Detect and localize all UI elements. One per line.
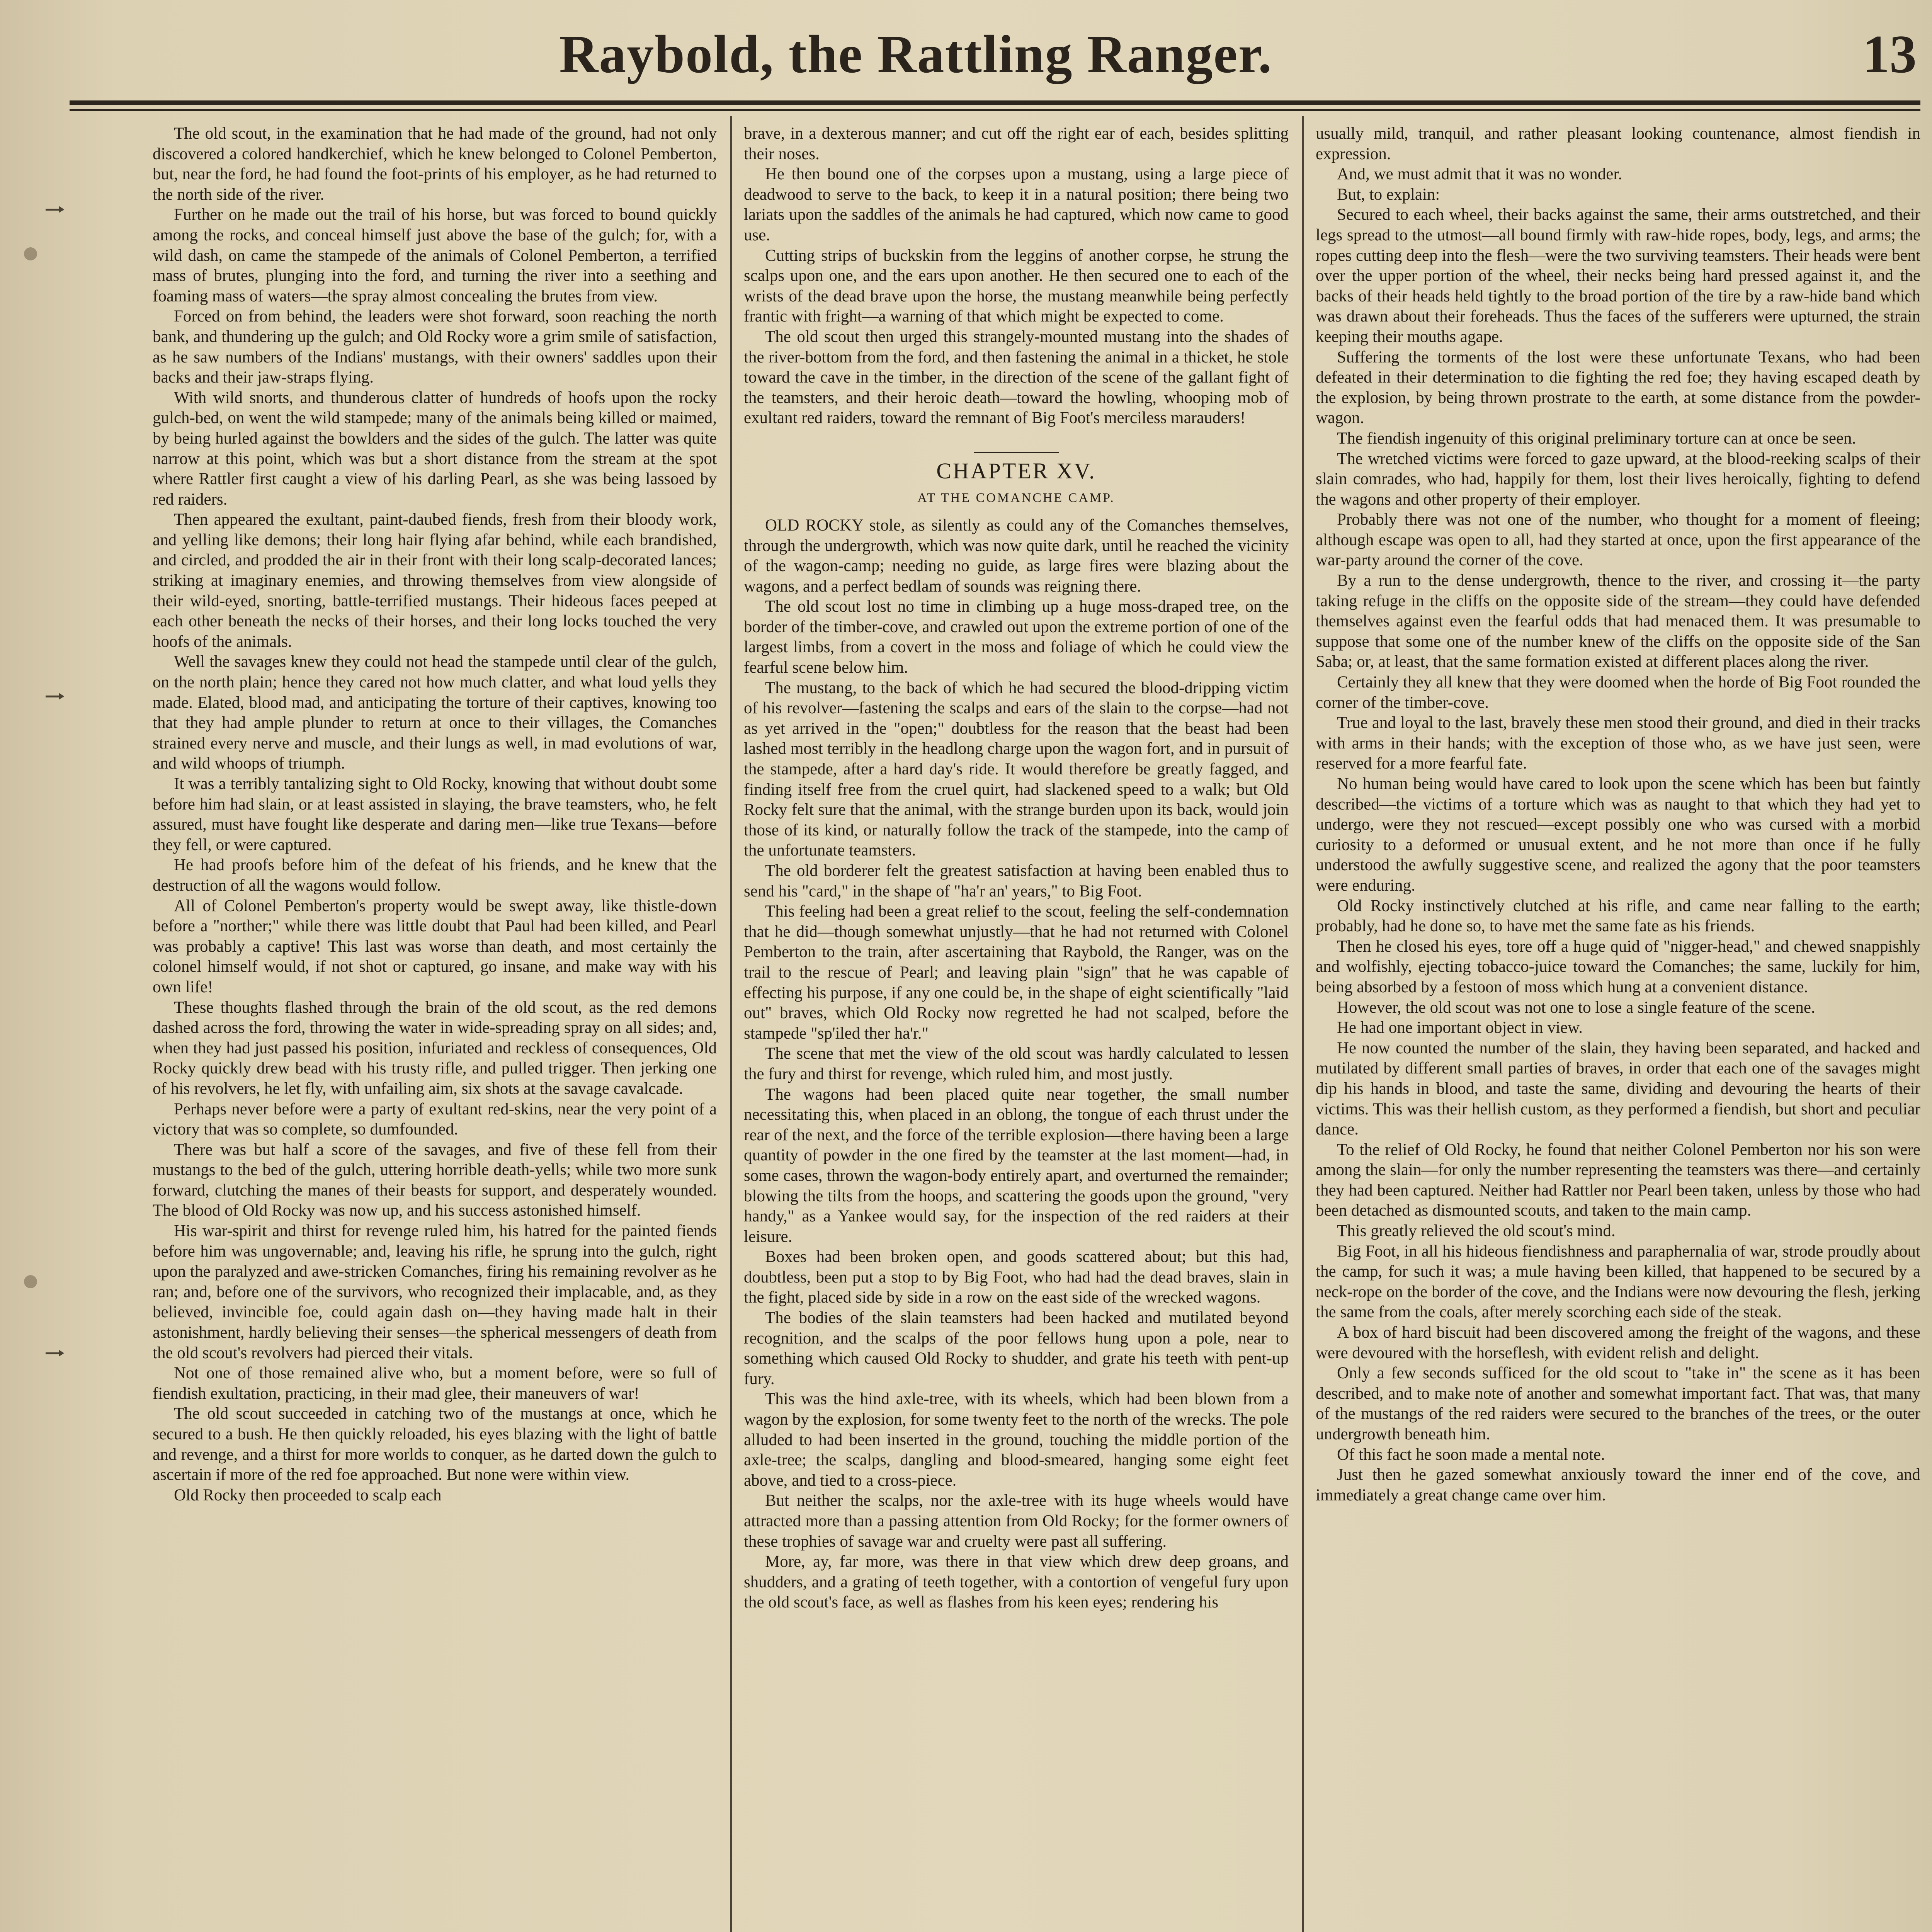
paragraph: But, to explain:: [1337, 185, 1440, 204]
paragraph: And, we must admit that it was no wonder.: [1337, 165, 1622, 184]
column-divider: [1302, 116, 1304, 1932]
paragraph: True and loyal to the last, bravely these men stood their ground, and died in their tracks with arms in their hands; with the exception of those who, as we have just seen, were reserved for a more fearful fate.: [1316, 714, 1920, 773]
paragraph: The old scout then urged this strangely-mounted mustang into the shades of the river-bottom from the ford, and then fastening the animal in a thicket, he stole toward the cave in the timber, in the direction of the scene of the gallant fight of the teamsters, and their heroic death—toward the howling, whooping mob of exultant red raiders, toward the remnant of Big Foot's merciless marauders!: [744, 327, 1289, 427]
paragraph: OLD ROCKY stole, as silently as could any of the Comanches themselves, through the undergrowth, which was now quite dark, until he reached the vicinity of the wagon-camp; needing no guide, as large fires were blazing about the wagons, and a perfect bedlam of sounds was reigning there.: [744, 516, 1289, 595]
column-divider: [730, 116, 732, 1932]
chapter-heading: [744, 452, 1289, 508]
paragraph: He had proofs before him of the defeat of his friends, and he knew that the destruction of all the wagons would follow.: [153, 856, 717, 895]
paragraph: Not one of those remained alive who, but a moment before, were so full of fiendish exultation, practicing, in their mad glee, their maneuvers of war!: [153, 1364, 717, 1403]
binding-hole: [24, 1275, 37, 1288]
chapter-title: CHAPTER XV.: [936, 458, 1096, 483]
paragraph: Only a few seconds sufficed for the old scout to "take in" the scene as it has been described, and to make note of another and somewhat important fact. That was, that many of the mustangs of the red raiders were secured to the branches of the trees, or the outer undergrowth beneath him.: [1316, 1364, 1920, 1443]
paragraph: Then he closed his eyes, tore off a huge quid of "nigger-head," and chewed snappishly and wolfishly, ejecting tobacco-juice toward the Comanches; the same, luckily for him, being absorbed by a festoon of moss which hung at a convenient distance.: [1316, 937, 1920, 996]
paragraph: Cutting strips of buckskin from the leggins of another corpse, he strung the scalps upon one, and the ears upon another. He then secured one to each of the wrists of the dead brave upon the horse, the mustang meanwhile being perfectly frantic with fright—a warning of that which might be expected to come.: [744, 246, 1289, 326]
paragraph: The old borderer felt the greatest satisfaction at having been enabled thus to send his "card," in the shape of "ha'r an' years," to Big Foot.: [744, 862, 1289, 900]
text-column-2: [744, 124, 1289, 1932]
paragraph: Probably there was not one of the number, who thought for a moment of fleeing; although escape was open to all, had they started at once, upon the first appearance of the war-party around the corner of the cove.: [1316, 510, 1920, 570]
paragraph: The old scout lost no time in climbing up a huge moss-draped tree, on the border of the timber-cove, and crawled out upon the extreme portion of one of the largest limbs, from a covert in the moss and foliage of which he could view the fearful scene below him.: [744, 597, 1289, 677]
paragraph: Old Rocky then proceeded to scalp each: [174, 1486, 442, 1504]
paragraph: No human being would have cared to look upon the scene which has been but faintly described—the victims of a torture which was as naught to that which they had yet to undergo, were they not rescued—except possibly one who was cursed with a morbid curiosity to a deformed or unusual extent, and he not more than once if he fully understood the awfully suggestive scene, and realized the agony that the poor teamsters were enduring.: [1316, 775, 1920, 895]
paragraph: To the relief of Old Rocky, he found that neither Colonel Pemberton nor his son were among the slain—for only the number representing the teamsters was there—and certainly they had been captured. Neither had Rattler nor Pearl been taken, unless by those who had been detached as dismounted scouts, and taken to the main camp.: [1316, 1140, 1920, 1220]
paragraph: However, the old scout was not one to lose a single feature of the scene.: [1337, 998, 1815, 1017]
paragraph: Then appeared the exultant, paint-daubed fiends, fresh from their bloody work, and yelling like demons; their long hair flying afar behind, while each brandished, and circled, and prodded the air in their front with their long scalp-decorated lances; striking at imaginary enemies, and throwing themselves from view alongside of their wild-eyed, snorting, battle-terrified mustangs. Their hideous faces peeped at each other beneath the necks of their horses, and their long locks touched the very hoofs of the animals.: [153, 510, 717, 651]
paragraph: With wild snorts, and thunderous clatter of hundreds of hoofs upon the rocky gulch-bed, on went the wild stampede; many of the animals being killed or maimed, by being hurled against the bowlders and the sides of the gulch. The latter was quite narrow at this point, which was but a short distance from the stream at the spot where Rattler first caught a view of his darling Pearl, as she was being lassoed by red raiders.: [153, 388, 717, 509]
page-number: 13: [1862, 24, 1917, 84]
chapter-subtitle: AT THE COMANCHE CAMP.: [917, 490, 1115, 505]
paragraph: It was a terribly tantalizing sight to Old Rocky, knowing that without doubt some before him had slain, or at least assisted in slaying, the brave teamsters, who, he felt assured, must have fought like desperate and daring men—like true Texans—before they fell, or were captured.: [153, 775, 717, 854]
paragraph: The wretched victims were forced to gaze upward, at the blood-reeking scalps of their slain comrades, who had, happily for them, lost their lives heroically, fighting to defend the wagons and other property of their employer.: [1316, 449, 1920, 509]
paragraph: He had one important object in view.: [1337, 1019, 1583, 1037]
paragraph: Secured to each wheel, their backs against the same, their arms outstretched, and their legs spread to the utmost—all bound firmly with raw-hide ropes, body, legs, and arms; the ropes cutting deep into the flesh—were the two surviving teamsters. Their heads were bent over the upper portion of the wheel, their necks being hard pressed against it, and the backs of their heads held tightly to the broad portion of the tire by a raw-hide band which was drawn about their foreheads. Thus the faces of the sufferers were upturned, the strain keeping their mouths agape.: [1316, 206, 1920, 346]
paragraph: The old scout, in the examination that he had made of the ground, had not only discovered a colored handkerchief, which he knew belonged to Colonel Pemberton, but, near the ford, he had found the foot-prints of his employer, as he had returned to the north side of the river.: [153, 124, 717, 204]
paragraph: The old scout succeeded in catching two of the mustangs at once, which he secured to a bush. He then quickly reloaded, his eyes blazing with the light of battle and revenge, and a thirst for more worlds to conquer, as he darted down the gulch to ascertain if more of the red foe approached. But none were within view.: [153, 1405, 717, 1484]
paragraph: Just then he gazed somewhat anxiously toward the inner end of the cove, and immediately a great change came over him.: [1316, 1466, 1920, 1504]
paragraph: Of this fact he soon made a mental note.: [1337, 1445, 1605, 1464]
paragraph: These thoughts flashed through the brain of the old scout, as the red demons dashed across the ford, throwing the water in wide-spreading spray on all sides; and, when they had just passed his position, infuriated and reckless of consequences, Old Rocky quickly drew bead with his trusty rifle, and pulled trigger. Then jerking one of his revolvers, he let fly, with unfailing aim, six shots at the savage cavalcade.: [153, 998, 717, 1098]
paragraph: Boxes had been broken open, and goods scattered about; but this had, doubtless, been put a stop to by Big Foot, who had had the dead braves, slain in the fight, placed side by side in a row on the east side of the wrecked wagons.: [744, 1248, 1289, 1307]
paragraph: brave, in a dexterous manner; and cut off the right ear of each, besides splitting their noses.: [744, 124, 1289, 163]
paragraph: A box of hard biscuit had been discovered among the freight of the wagons, and these were devoured with the horseflesh, with evident relish and delight.: [1316, 1323, 1920, 1362]
paragraph: Well the savages knew they could not head the stampede until clear of the gulch, on the north plain; hence they cared not how much clatter, and what loud yells they made. Elated, blood mad, and anticipating the torture of their captives, knowing too that they had ample plunder to return at once to their villages, the Comanches strained every nerve and muscle, and their lungs as well, in mad evolutions of war, and wild whoops of triumph.: [153, 653, 717, 773]
paragraph: Big Foot, in all his hideous fiendishness and paraphernalia of war, strode proudly about the camp, for such it was; a mule having been killed, that happened to be secured by a neck-rope on the border of the cove, and the Indians were now devouring the flesh, jerking the same from the coals, after merely scorching each side of the steak.: [1316, 1242, 1920, 1321]
margin-arrow-icon: [46, 1352, 63, 1354]
header-rule: [70, 100, 1920, 105]
paragraph: This greatly relieved the old scout's mind.: [1337, 1222, 1616, 1240]
paragraph: The scene that met the view of the old scout was hardly calculated to lessen the fury and thirst for revenge, which ruled him, and most justly.: [744, 1044, 1289, 1083]
paragraph: His war-spirit and thirst for revenge ruled him, his hatred for the painted fiends before him was ungovernable; and, leaving his rifle, he sprung into the gulch, right upon the paralyzed and awe-stricken Comanches, firing his remaining revolver as he ran; and, before one of the survivors, who recognized their implacable, and, as they believed, invincible foe, could again dash on—they having made halt in their astonishment, hardly believing their senses—the spherical messengers of death from the old scout's revolvers had pierced their vitals.: [153, 1222, 717, 1362]
paragraph: Suffering the torments of the lost were these unfortunate Texans, who had been defeated in their determination to die fighting the red foe; they having escaped death by the explosion, by being thrown prostrate to the earth, at some distance from the powder-wagon.: [1316, 348, 1920, 427]
binding-hole: [24, 247, 37, 260]
text-column-1: [153, 124, 717, 1932]
margin-arrow-icon: [46, 696, 63, 697]
paragraph: But neither the scalps, nor the axle-tree with its huge wheels would have attracted more than a passing attention from Old Rocky; for the former owners of these trophies of savage war and cruelty were past all suffering.: [744, 1492, 1289, 1551]
paragraph: Perhaps never before were a party of exultant red-skins, near the very point of a victory that was so complete, so dumfounded.: [153, 1100, 717, 1139]
page-title: Raybold, the Rattling Ranger.: [559, 24, 1272, 84]
paragraph: The fiendish ingenuity of this original preliminary torture can at once be seen.: [1337, 429, 1856, 447]
paragraph: All of Colonel Pemberton's property would be swept away, like thistle-down before a "norther;" while there was little doubt that Paul had been killed, and Pearl was probably a captive! This last was worse than death, and most certainly the colonel himself would, if not shot or captured, go insane, and make way with his own life!: [153, 896, 717, 996]
paragraph: The wagons had been placed quite near together, the small number necessitating this, when placed in an oblong, the tongue of each thrust under the rear of the next, and the force of the terrible explosion—there having been a large quantity of powder in the one fired by the teamster at the last moment—had, in some cases, thrown the wagon-body entirely apart, and overturned the remainder; blowing the tilts from the hoops, and scattering the goods upon the ground, "very handy," as a Yankee would say, for the inspection of the red raiders at their leisure.: [744, 1085, 1289, 1246]
page-header: [70, 0, 1924, 116]
paragraph: By a run to the dense undergrowth, thence to the river, and crossing it—the party taking refuge in the cliffs on the opposite side of the stream—they could have defended themselves against even the fearful odds that had menaced them. It was presumable to suppose that some one of the number knew of the cliffs on the opposite side of the San Saba; or, at least, that the same formation existed at different places along the river.: [1316, 571, 1920, 671]
paragraph: usually mild, tranquil, and rather pleasant looking countenance, almost fiendish in expression.: [1316, 124, 1920, 163]
chapter-rule: [974, 452, 1059, 453]
paragraph: He then bound one of the corpses upon a mustang, using a large piece of deadwood to serve to the back, to keep it in a natural position; there being two lariats upon the saddles of the animals he had captured, which now came to good use.: [744, 165, 1289, 244]
paragraph: Certainly they all knew that they were doomed when the horde of Big Foot rounded the corner of the timber-cove.: [1316, 673, 1920, 712]
header-rule-thin: [70, 109, 1920, 111]
paragraph: Further on he made out the trail of his horse, but was forced to bound quickly among the rocks, and conceal himself just above the base of the gulch; for, with a wild dash, on came the stampede of the animals of Colonel Pemberton, a terrified mass of brutes, plunging into the ford, and turning the river into a seething and foaming mass of waters—the spray almost concealing the brutes from view.: [153, 206, 717, 305]
paragraph: There was but half a score of the savages, and five of these fell from their mustangs to the bed of the gulch, uttering horrible death-yells; while two more sunk forward, clutching the manes of their beasts for support, and desperately wounded. The blood of Old Rocky was now up, and his success astonished himself.: [153, 1140, 717, 1220]
binding-margin: [0, 0, 58, 1932]
text-column-3: [1316, 124, 1920, 1932]
paragraph: The bodies of the slain teamsters had been hacked and mutilated beyond recognition, and the scalps of the poor fellows hung upon a pole, near to something which caused Old Rocky to shudder, and grate his teeth with pent-up fury.: [744, 1309, 1289, 1388]
paragraph: More, ay, far more, was there in that view which drew deep groans, and shudders, and a grating of teeth together, with a contortion of vengeful fury upon the old scout's face, as well as flashes from his keen eyes; rendering his: [744, 1553, 1289, 1612]
paragraph: This feeling had been a great relief to the scout, feeling the self-condemnation that he did—though somewhat unjustly—that he had not returned with Colonel Pemberton to the train, after ascertaining that Raybold, the Ranger, was on the trail to the rescue of Pearl; and leaving plain "sign" that he was capable of effecting his purpose, if any one could be, in the shape of eight scientifically "laid out" braves, which Old Rocky now regretted he had not scalped, before the stampede "sp'iled ther ha'r.": [744, 902, 1289, 1043]
paragraph: The mustang, to the back of which he had secured the blood-dripping victim of his revolver—fastening the scalps and ears of the slain to the corpse—had not as yet arrived in the "open;" doubtless for the reason that the beast had been lashed most terribly in the headlong charge upon the wagon fort, and in pursuit of the stampede, after a hard day's ride. It would therefore be greatly fagged, and finding itself free from the cruel quirt, had slackened speed to a walk; but Old Rocky felt sure that the animal, with the strange burden upon its back, would join those of its kind, or naturally follow the track of the stampede, into the camp of the unfortunate teamsters.: [744, 679, 1289, 860]
margin-arrow-icon: [46, 209, 63, 211]
paragraph: This was the hind axle-tree, with its wheels, which had been blown from a wagon by the explosion, for some twenty feet to the north of the wrecks. The pole alluded to had been inserted in the ground, touching the middle portion of the axle-tree; the scalps, dangling and blood-smeared, hanging some eight feet above, and tied to a cross-piece.: [744, 1390, 1289, 1490]
paragraph: He now counted the number of the slain, they having been separated, and hacked and mutilated by different small parties of braves, in order that each one of the savages might dip his hands in blood, and taste the same, dividing and devouring the hearts of their victims. This was their hellish custom, as they performed a fiendish, but short and peculiar dance.: [1316, 1039, 1920, 1139]
paragraph: Forced on from behind, the leaders were shot forward, soon reaching the north bank, and thundering up the gulch; and Old Rocky wore a grim smile of satisfaction, as he saw numbers of the Indians' mustangs, with their owners' saddles upon their backs and their jaw-straps flying.: [153, 307, 717, 387]
paragraph: Old Rocky instinctively clutched at his rifle, and came near falling to the earth; probably, had he done so, to have met the same fate as his friends.: [1316, 896, 1920, 935]
